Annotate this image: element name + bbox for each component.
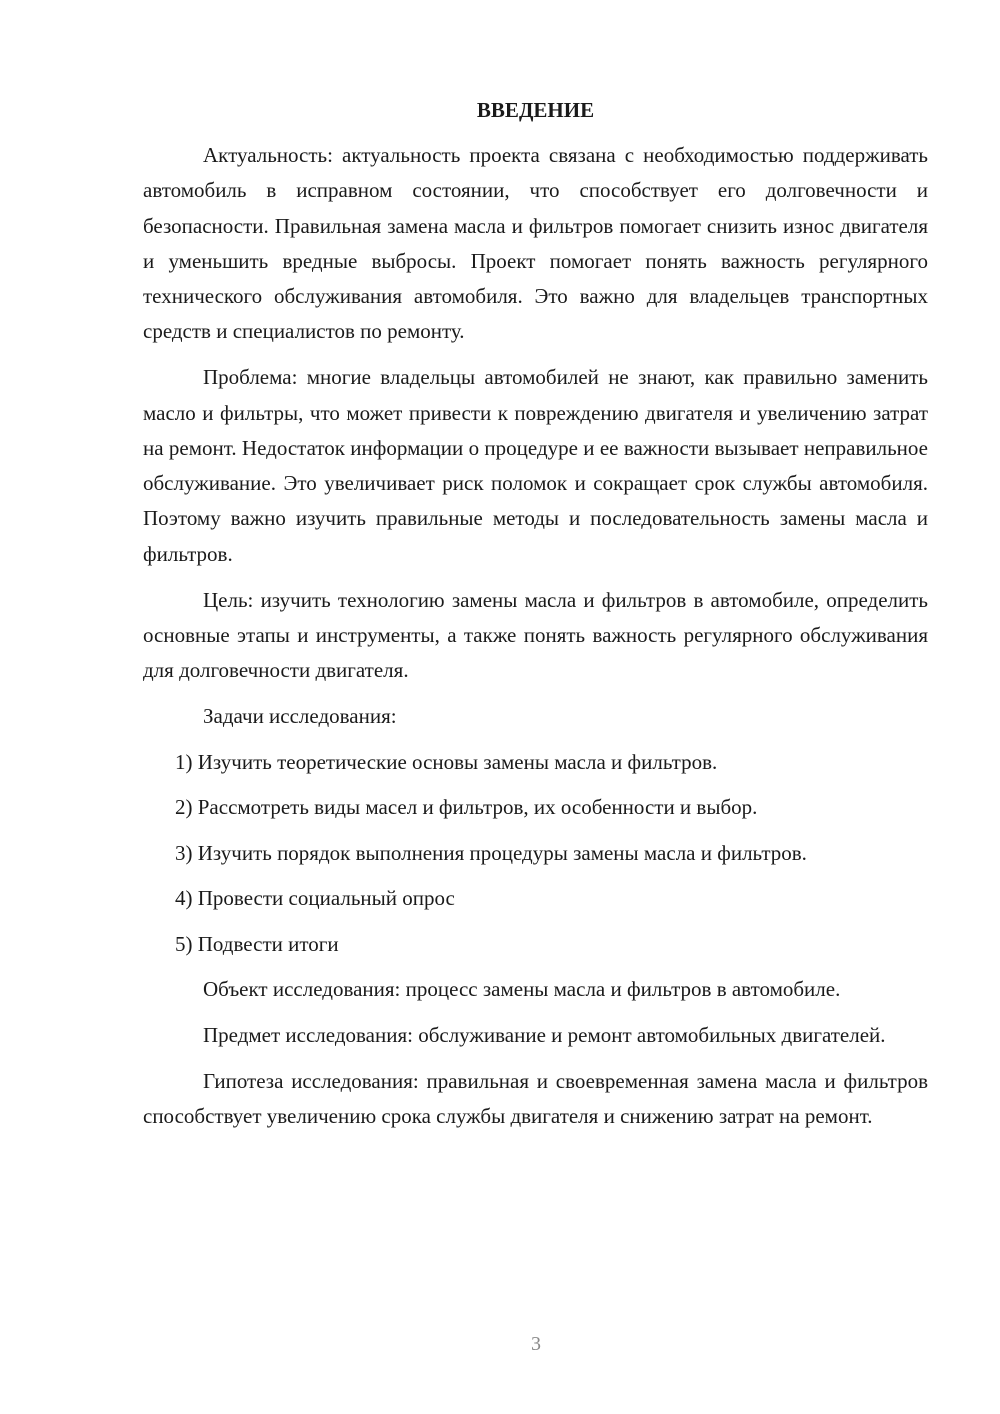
- list-item: 1) Изучить теоретические основы замены масла и фильтров.: [175, 749, 718, 774]
- list-item: 3) Изучить порядок выполнения процедуры замены масла и фильтров.: [175, 840, 807, 865]
- list-item: 4) Провести социальный опрос: [175, 886, 455, 911]
- paragraph-problem: Проблема: многие владельцы автомобилей не знают, как правильно заменить масло и фильтры, что может привести к повреждению двигателя и увеличению затрат на ремонт. Недостаток информации о процедуре и ее важности вызывает неправильное обслуживание. Это увеличивает риск поломок и сокращает срок службы автомобиля. Поэтому важно изучить правильные методы и последовательность замены масла и фильтров.: [143, 365, 928, 566]
- paragraph-hypothesis: Гипотеза исследования: правильная и своевременная замена масла и фильтров способствует увеличению срока службы двигателя и снижению затрат на ремонт.: [143, 1068, 928, 1129]
- paragraph-subject: Предмет исследования: обслуживание и ремонт автомобильных двигателей.: [203, 1023, 886, 1048]
- section-title: ВВЕДЕНИЕ: [476, 98, 595, 122]
- document-page: [143, 94, 928, 1145]
- paragraph-goal: Цель: изучить технологию замены масла и фильтров в автомобиле, определить основные этапы и инструменты, а также понять важность регулярного обслуживания для долговечности двигателя.: [143, 587, 928, 683]
- tasks-list: [143, 745, 928, 962]
- tasks-heading: Задачи исследования:: [203, 703, 397, 728]
- list-item: 5) Подвести итоги: [175, 931, 339, 956]
- paragraph-object: Объект исследования: процесс замены масла и фильтров в автомобиле.: [203, 977, 841, 1002]
- paragraph-relevance: Актуальность: актуальность проекта связана с необходимостью поддерживать автомобиль в исправном состоянии, что способствует его долговечности и безопасности. Правильная замена масла и фильтров помогает снизить износ двигателя и уменьшить вредные выбросы. Проект помогает понять важность регулярного технического обслуживания автомобиля. Это важно для владельцев транспортных средств и специалистов по ремонту.: [143, 143, 928, 344]
- list-item: 2) Рассмотреть виды масел и фильтров, их особенности и выбор.: [175, 795, 758, 820]
- page-number: 3: [531, 1333, 541, 1355]
